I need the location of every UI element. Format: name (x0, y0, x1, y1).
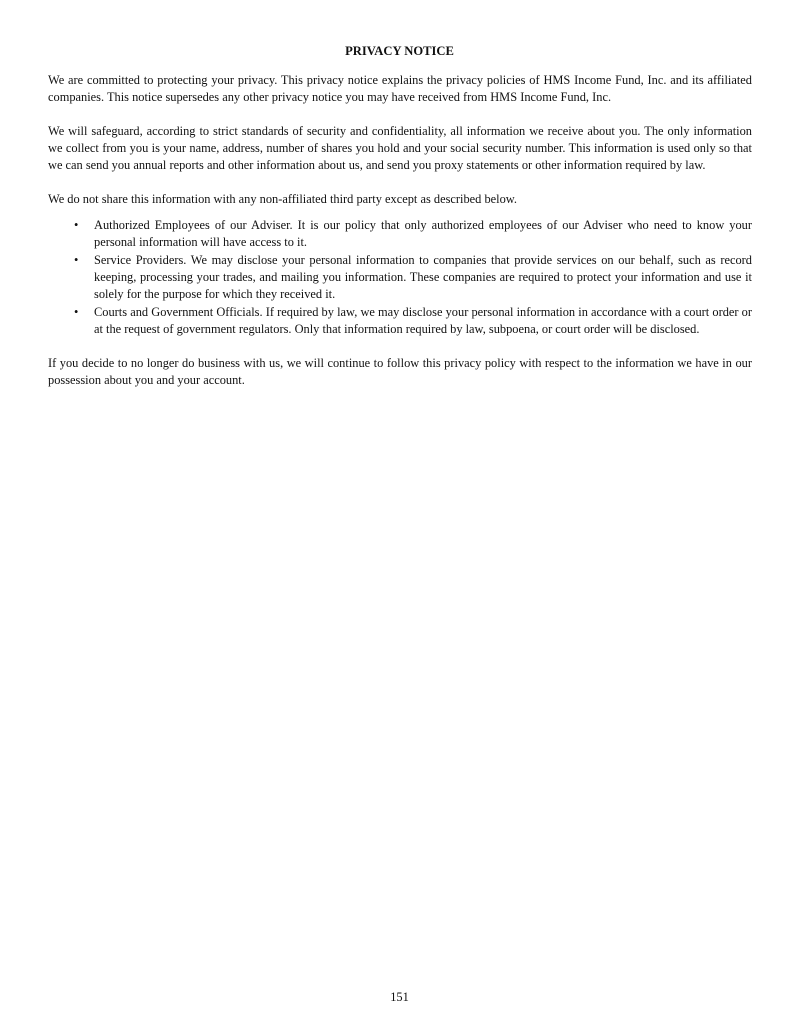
closing-paragraph: If you decide to no longer do business with us, we will continue to follow this privacy policy with respect to the information we have in our possession about you and your account. (48, 356, 752, 387)
bullet-icon: • (74, 218, 79, 232)
bullet-icon: • (74, 305, 79, 319)
paragraph: We do not share this information with any non-affiliated third party except as described below. (48, 192, 518, 206)
list-item-text: Authorized Employees of our Adviser. It is our policy that only authorized employees of our Adviser who need to know your personal information will have access to it. (94, 218, 752, 249)
list-item-text: Courts and Government Officials. If required by law, we may disclose your personal information in accordance with a court order or at the request of government regulators. Only that information required by law, subpoena, or court order will be disclosed. (94, 305, 752, 336)
list-item (48, 217, 752, 251)
paragraph: We will safeguard, according to strict standards of security and confidentiality, all information we receive about you. The only information we collect from you is your name, address, number of shares you hold and your social security number. This information is used only so that we can send you annual reports and other information about us, and send you proxy statements or other information required by law. (48, 124, 752, 172)
bullet-list (48, 217, 752, 338)
document-body (48, 72, 752, 406)
list-item (48, 252, 752, 303)
page-number: 151 (390, 990, 409, 1004)
bullet-icon: • (74, 253, 79, 267)
page-title: PRIVACY NOTICE (345, 44, 454, 58)
list-item (48, 304, 752, 338)
list-item-text: Service Providers. We may disclose your personal information to companies that provide services on our behalf, such as record keeping, processing your trades, and mailing you information. These companies are required to protect your information and use it solely for the purpose for which they received it. (94, 253, 752, 301)
paragraph: We are committed to protecting your privacy. This privacy notice explains the privacy policies of HMS Income Fund, Inc. and its affiliated companies. This notice supersedes any other privacy notice you may have received from HMS Income Fund, Inc. (48, 73, 752, 104)
